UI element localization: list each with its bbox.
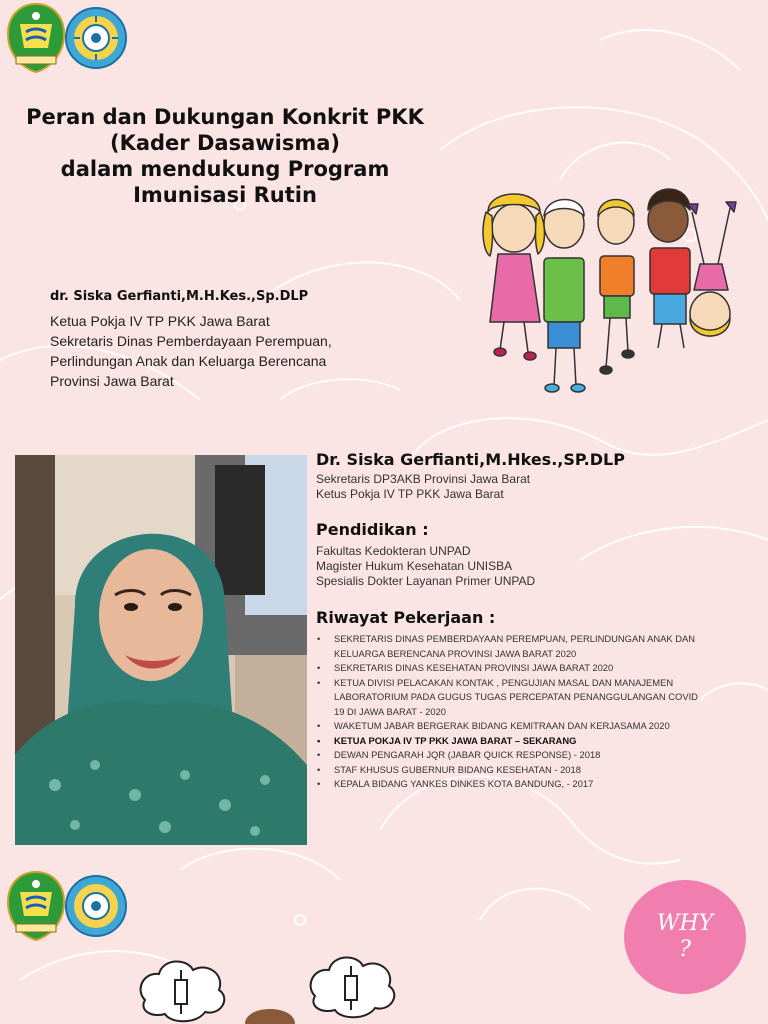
- why-text: WHY: [656, 911, 714, 936]
- work-item: • KEPALA BIDANG YANKES DINKES KOTA BANDUNG, - 2017: [316, 777, 708, 792]
- title-line-2: (Kader Dasawisma): [109, 131, 340, 155]
- education-heading: Pendidikan :: [316, 520, 429, 539]
- work-history-list: [316, 632, 708, 792]
- slide-title: [0, 104, 450, 208]
- why-bubble: [624, 880, 746, 994]
- role-line: Perlindungan Anak dan Keluarga Berencana: [50, 353, 327, 369]
- education-item: Fakultas Kedokteran UNPAD: [316, 544, 471, 558]
- portrait-photo: [15, 455, 307, 845]
- education-item: Spesialis Dokter Layanan Primer UNPAD: [316, 574, 536, 588]
- role-line: Ketua Pokja IV TP PKK Jawa Barat: [50, 313, 270, 329]
- author-roles: [50, 311, 332, 391]
- bio-name: Dr. Siska Gerfianti,M.Hkes.,SP.DLP: [316, 450, 625, 469]
- role-line: Sekretaris Dinas Pemberdayaan Perempuan,: [50, 333, 332, 349]
- jabar-logo: [8, 872, 64, 940]
- work-item: • SEKRETARIS DINAS KESEHATAN PROVINSI JAWA BARAT 2020: [316, 661, 708, 676]
- bio-positions: [316, 472, 530, 502]
- role-line: Provinsi Jawa Barat: [50, 373, 174, 389]
- work-item: • STAF KHUSUS GUBERNUR BIDANG KESEHATAN - 2018: [316, 763, 708, 778]
- bio-line: Ketus Pokja IV TP PKK Jawa Barat: [316, 487, 504, 501]
- pkk-logo: [66, 876, 126, 936]
- top-logos: [2, 2, 130, 74]
- pkk-logo: [66, 8, 126, 68]
- why-question-mark: ?: [679, 937, 691, 962]
- bio-line: Sekretaris DP3AKB Provinsi Jawa Barat: [316, 472, 531, 486]
- work-item: • KETUA DIVISI PELACAKAN KONTAK , PENGUJIAN MASAL DAN MANAJEMEN LABORATORIUM PADA GUGUS TUGAS PERCEPATAN PENANGGULANGAN COVID 19 DI JAWA BARAT - 2020: [316, 676, 708, 720]
- title-line-4: Imunisasi Rutin: [133, 183, 317, 207]
- syringe-cloud-illustration: [135, 950, 415, 1024]
- work-item: • DEWAN PENGARAH JQR (JABAR QUICK RESPONSE) - 2018: [316, 748, 708, 763]
- work-history-heading: Riwayat Pekerjaan :: [316, 608, 496, 627]
- work-item: • SEKRETARIS DINAS PEMBERDAYAAN PEREMPUAN, PERLINDUNGAN ANAK DAN KELUARGA BERENCANA PROVINSI JAWA BARAT 2020: [316, 632, 708, 661]
- education-item: Magister Hukum Kesehatan UNISBA: [316, 559, 513, 573]
- bottom-logos: [2, 870, 130, 942]
- jabar-logo: [8, 4, 64, 72]
- title-line-1: Peran dan Dukungan Konkrit PKK: [26, 105, 424, 129]
- title-line-3: dalam mendukung Program: [60, 157, 390, 181]
- work-item: • WAKETUM JABAR BERGERAK BIDANG KEMITRAAN DAN KERJASAMA 2020: [316, 719, 708, 734]
- work-item-current: • KETUA POKJA IV TP PKK JAWA BARAT – SEKARANG: [316, 734, 708, 749]
- education-list: [316, 544, 535, 589]
- author-name: dr. Siska Gerfianti,M.H.Kes.,Sp.DLP: [50, 289, 309, 304]
- children-illustration: [478, 172, 740, 398]
